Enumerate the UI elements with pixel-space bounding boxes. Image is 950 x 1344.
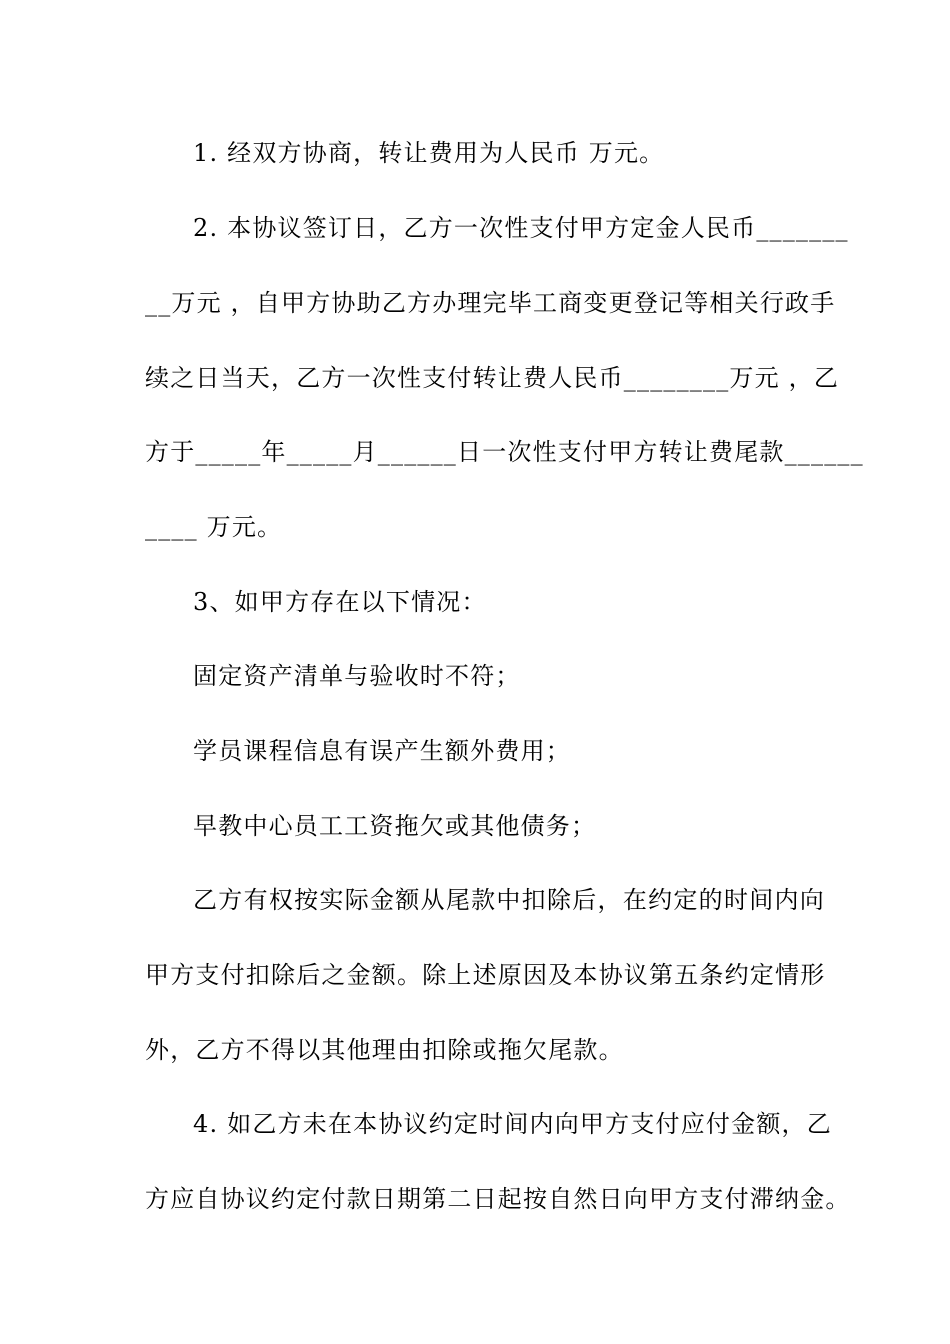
clause-4-line-1: 4. 如乙方未在本协议约定时间内向甲方支付应付金额，乙: [193, 1110, 832, 1138]
clause-3-item-2: 学员课程信息有误产生额外费用；: [193, 737, 571, 765]
clause-3-heading: 3、如甲方存在以下情况：: [193, 588, 487, 616]
clause-2-line-2: __万元 ，自甲方协助乙方办理完毕工商变更登记等相关行政手: [145, 289, 836, 317]
clause-3-body-line-2: 甲方支付扣除后之金额。除上述原因及本协议第五条约定情形: [145, 961, 826, 989]
clause-3-body-line-3: 外，乙方不得以其他理由扣除或拖欠尾款。: [145, 1036, 624, 1064]
clause-1-line: 1. 经双方协商，转让费用为人民币 万元。: [193, 139, 665, 167]
clause-2-line-1: 2. 本协议签订日，乙方一次性支付甲方定金人民币_______: [193, 214, 849, 242]
clause-3-item-1: 固定资产清单与验收时不符；: [193, 662, 521, 690]
clause-4-line-2: 方应自协议约定付款日期第二日起按自然日向甲方支付滞纳金。: [145, 1185, 851, 1213]
clause-3-body-line-1: 乙方有权按实际金额从尾款中扣除后，在约定的时间内向: [193, 886, 825, 914]
clause-2-line-5: ____ 万元。: [145, 513, 283, 541]
clause-2-line-4: 方于_____年_____月______日一次性支付甲方转让费尾款______: [145, 438, 864, 466]
clause-2-line-3: 续之日当天，乙方一次性支付转让费人民币________万元 ，乙: [145, 364, 840, 392]
clause-3-item-3: 早教中心员工工资拖欠或其他债务；: [193, 812, 597, 840]
